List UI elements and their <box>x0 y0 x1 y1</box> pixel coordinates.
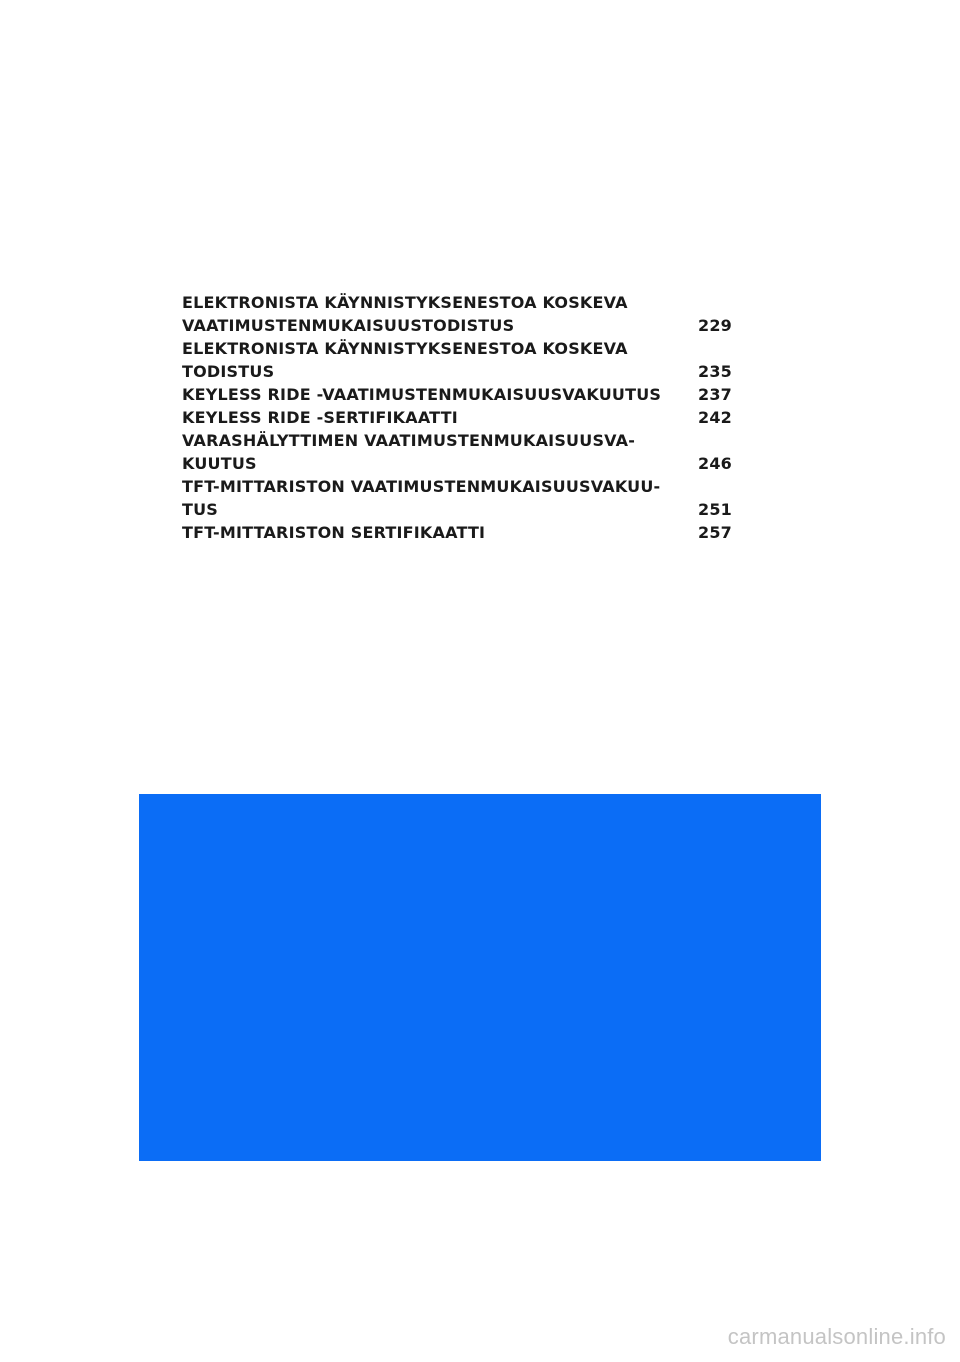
toc-entry-line <box>182 452 732 475</box>
toc-entry-title: TODISTUS <box>182 362 275 381</box>
toc-entry-line <box>182 314 732 337</box>
toc-entry-line <box>182 406 732 429</box>
toc-page-number: 246 <box>698 454 732 473</box>
toc-page-number: 237 <box>698 385 732 404</box>
toc-entry-title: KEYLESS RIDE -VAATIMUSTENMUKAISUUSVAKUUTUS <box>182 385 662 404</box>
toc-entry[interactable] <box>182 383 732 406</box>
toc-entry-line <box>182 475 732 498</box>
toc-entry-line <box>182 291 732 314</box>
toc-entry-line <box>182 337 732 360</box>
toc-entry[interactable] <box>182 521 732 544</box>
blue-cover-panel <box>139 794 821 1161</box>
toc-entry[interactable] <box>182 291 732 337</box>
toc-page-number: 229 <box>698 316 732 335</box>
toc-page-number: 235 <box>698 362 732 381</box>
toc-entry[interactable] <box>182 406 732 429</box>
toc-page-number: 257 <box>698 523 732 542</box>
toc-entry-title: KEYLESS RIDE -SERTIFIKAATTI <box>182 408 458 427</box>
toc-entry[interactable] <box>182 429 732 475</box>
toc-entry-title: VAATIMUSTENMUKAISUUSTODISTUS <box>182 316 515 335</box>
toc-entry-line <box>182 360 732 383</box>
toc-entry-line <box>182 521 732 544</box>
table-of-contents <box>182 291 732 544</box>
toc-entry-title: KUUTUS <box>182 454 257 473</box>
toc-page-number: 251 <box>698 500 732 519</box>
toc-entry-line <box>182 383 732 406</box>
watermark-text: carmanualsonline.info <box>727 1324 946 1349</box>
toc-entry-title: ELEKTRONISTA KÄYNNISTYKSENESTOA KOSKEVA <box>182 293 628 312</box>
toc-entry[interactable] <box>182 337 732 383</box>
toc-entry[interactable] <box>182 475 732 521</box>
toc-entry-line <box>182 429 732 452</box>
toc-entry-title: VARASHÄLYTTIMEN VAATIMUSTENMUKAISUUSVA- <box>182 431 636 450</box>
toc-entry-title: TUS <box>182 500 219 519</box>
toc-entry-title: ELEKTRONISTA KÄYNNISTYKSENESTOA KOSKEVA <box>182 339 628 358</box>
toc-entry-title: TFT-MITTARISTON SERTIFIKAATTI <box>182 523 486 542</box>
toc-entry-line <box>182 498 732 521</box>
toc-page-number: 242 <box>698 408 732 427</box>
toc-entry-title: TFT-MITTARISTON VAATIMUSTENMUKAISUUSVAKUU- <box>182 477 661 496</box>
